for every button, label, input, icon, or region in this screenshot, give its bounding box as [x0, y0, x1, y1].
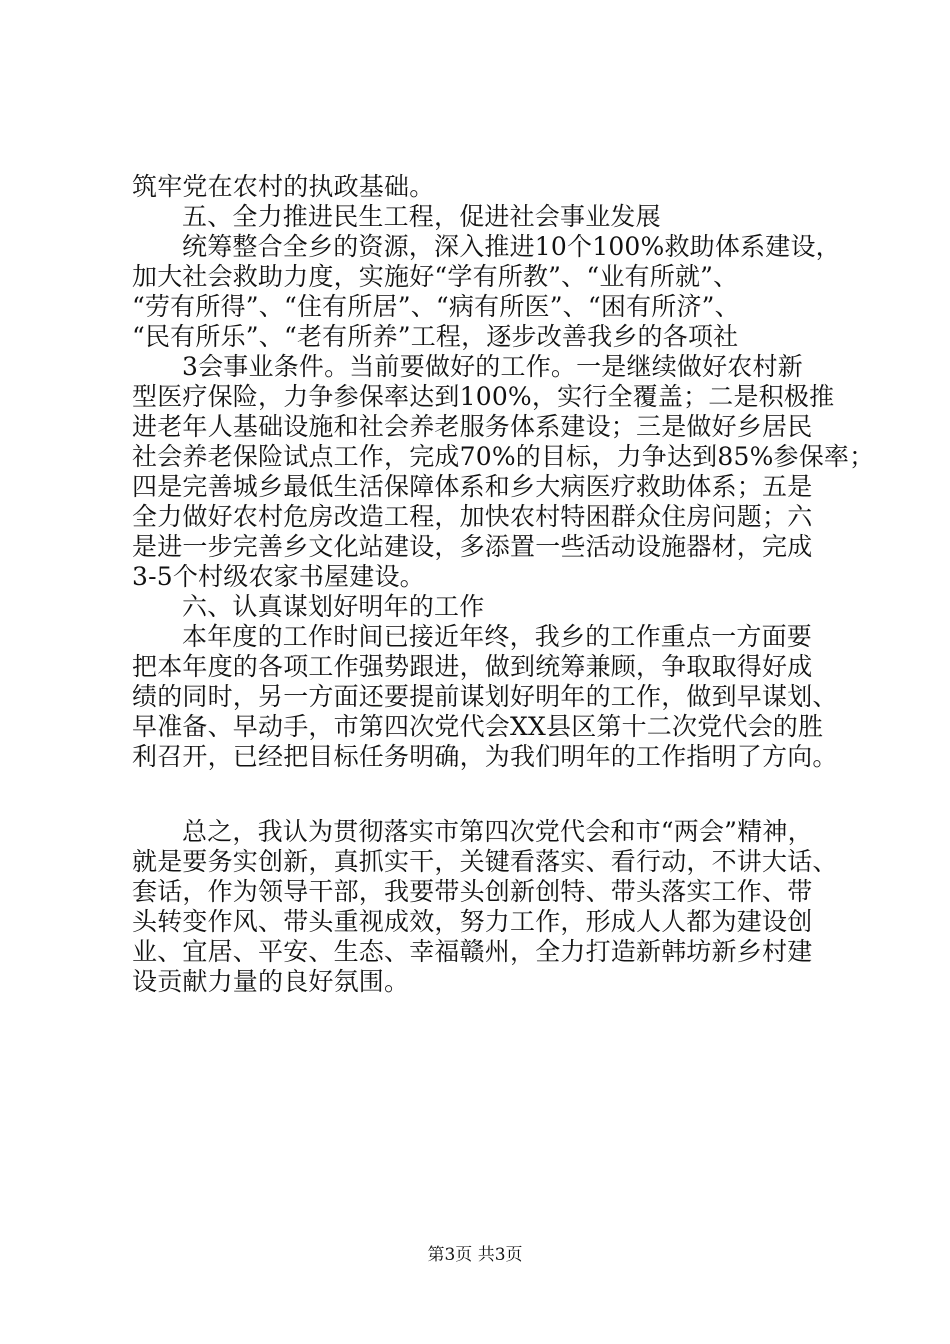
paragraph-line: 把本年度的各项工作强势跟进，做到统筹兼顾，争取取得好成 [132, 652, 813, 681]
paragraph-line: 套话，作为领导干部，我要带头创新创特、带头落实工作、带 [132, 877, 813, 906]
paragraph-line: 是进一步完善乡文化站建设，多添置一些活动设施器材，完成 [132, 532, 813, 561]
paragraph [132, 622, 838, 772]
paragraph [132, 232, 875, 592]
paragraph-line: 业、宜居、平安、生态、幸福赣州，全力打造新韩坊新乡村建 [132, 937, 813, 966]
paragraph [132, 817, 838, 997]
paragraph-line: 就是要务实创新，真抓实干，关键看落实、看行动，不讲大话、 [132, 847, 838, 876]
paragraph-line: 全力做好农村危房改造工程，加快农村特困群众住房问题；六 [132, 502, 813, 531]
paragraph-line: 型医疗保险，力争参保率达到100%，实行全覆盖；二是积极推 [132, 382, 835, 411]
paragraph-line: 早准备、早动手，市第四次党代会XX县区第十二次党代会的胜 [132, 712, 824, 741]
paragraph-line: 3-5个村级农家书屋建设。 [132, 562, 425, 591]
page-footer [0, 1245, 950, 1265]
paragraph-line: 3会事业条件。当前要做好的工作。一是继续做好农村新 [182, 352, 803, 381]
blank-line [132, 772, 822, 817]
paragraph-line: 社会养老保险试点工作，完成70%的目标，力争达到85%参保率； [132, 442, 875, 471]
paragraph-line: 本年度的工作时间已接近年终，我乡的工作重点一方面要 [182, 622, 813, 651]
paragraph-line: 筑牢党在农村的执政基础。 [132, 172, 435, 201]
paragraph-line: 绩的同时，另一方面还要提前谋划好明年的工作，做到早谋划、 [132, 682, 838, 711]
paragraph-line: 设贡献力量的良好氛围。 [132, 967, 410, 996]
paragraph-line: 统筹整合全乡的资源，深入推进10个100%救助体系建设， [182, 232, 841, 261]
paragraph-line: “民有所乐”、“老有所养”工程，逐步改善我乡的各项社 [132, 322, 739, 351]
page-number: 第3页 共3页 [427, 1245, 523, 1265]
section-heading: 五、全力推进民生工程，促进社会事业发展 [182, 202, 661, 231]
paragraph-line: 利召开，已经把目标任务明确，为我们明年的工作指明了方向。 [132, 742, 838, 771]
paragraph-line: 加大社会救助力度，实施好“学有所教”、“业有所就”、 [132, 262, 739, 291]
paragraph-line: “劳有所得”、“住有所居”、“病有所医”、“困有所济”、 [132, 292, 740, 321]
section-heading: 六、认真谋划好明年的工作 [182, 592, 485, 621]
document-body [132, 172, 875, 997]
paragraph-line: 总之，我认为贯彻落实市第四次党代会和市“两会”精神， [182, 817, 813, 846]
paragraph-line: 头转变作风、带头重视成效，努力工作，形成人人都为建设创 [132, 907, 813, 936]
paragraph-line: 四是完善城乡最低生活保障体系和乡大病医疗救助体系；五是 [132, 472, 813, 501]
paragraph-line: 进老年人基础设施和社会养老服务体系建设；三是做好乡居民 [132, 412, 813, 441]
